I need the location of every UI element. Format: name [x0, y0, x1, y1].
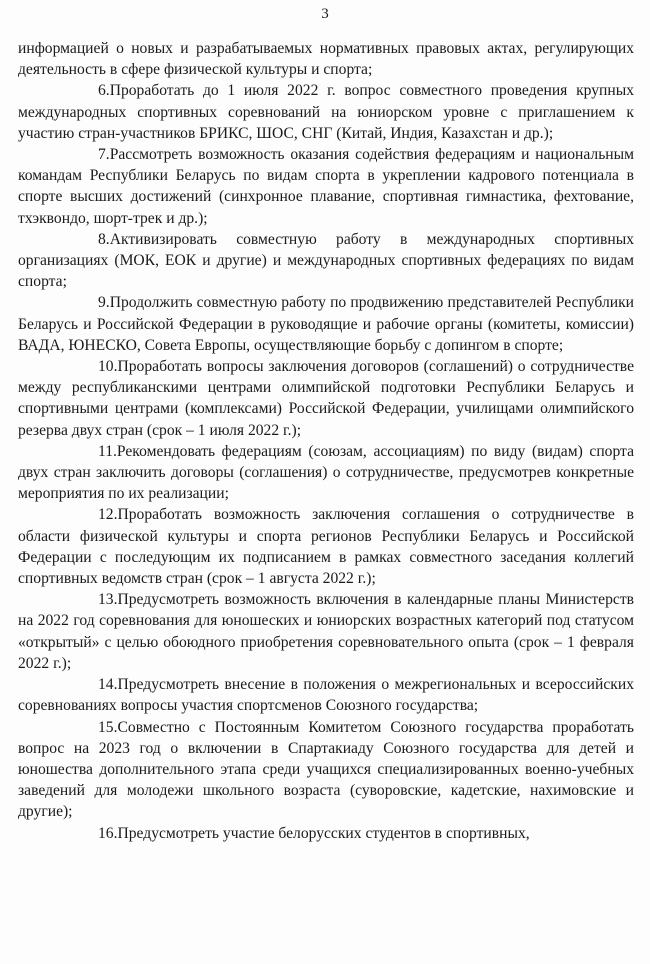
list-item [18, 717, 634, 823]
item-number: 15. [98, 718, 118, 736]
continuation-paragraph: информацией о новых и разрабатываемых нормативных правовых актах, регулирующих деятельность в сфере физической культуры и спорта; [18, 40, 634, 79]
item-text: Предусмотреть внесение в положения о межрегиональных и всероссийских соревнованиях вопросы участия спортсменов Союзного государства; [18, 676, 634, 715]
item-text: Продолжить совместную работу по продвижению представителей Республики Беларусь и Российской Федерации в руководящие и рабочие органы (комитеты, комиссии) ВАДА, ЮНЕСКО, Совета Европы, осуществляющие борьбу с допингом в спорте; [18, 294, 634, 354]
item-text: Предусмотреть участие белорусских студентов в спортивных, [117, 824, 530, 842]
list-item [18, 504, 634, 589]
page-number: 3 [321, 6, 329, 22]
list-item [18, 292, 634, 356]
item-number: 7. [98, 146, 110, 164]
item-number: 12. [98, 506, 118, 524]
item-number: 16. [98, 824, 118, 842]
item-number: 9. [98, 294, 110, 312]
list-item [18, 356, 634, 441]
list-item [18, 441, 634, 505]
item-text: Проработать вопросы заключения договоров (соглашений) о сотрудничестве между республиканскими центрами олимпийской подготовки Республики Беларусь и спортивными центрами (комплексами) Российской Федерации, училищами олимпийского резерва двух стран (срок – 1 июля 2022 г.); [18, 358, 634, 439]
item-text: Рассмотреть возможность оказания содействия федерациям и национальным командам Республики Беларусь по видам спорта в укреплении кадрового потенциала в спорте высших достижений (синхронное плавание, спортивная гимнастика, фехтование, тхэквондо, шорт-трек и др.); [18, 146, 634, 227]
item-number: 6. [98, 82, 110, 100]
item-text: Проработать возможность заключения соглашения о сотрудничестве в области физической культуры и спорта регионов Республики Беларусь и Российской Федерации с последующим их подписанием в рамках совместного заседания коллегий спортивных ведомств стран (срок – 1 августа 2022 г.); [18, 506, 634, 588]
list-item [18, 674, 634, 716]
item-number: 13. [98, 591, 118, 609]
list-item [18, 823, 634, 844]
item-text: Предусмотреть возможность включения в календарные планы Министерств на 2022 год соревнования для юношеских и юниорских возрастных категорий под статусом «открытый» с целью обоюдного приобретения соревновательного опыта (срок – 1 февраля 2022 г.); [18, 591, 634, 672]
list-item [18, 229, 634, 293]
item-text: Совместно с Постоянным Комитетом Союзного государства проработать вопрос на 2023 год о включении в Спартакиаду Союзного государства для детей и юношества дополнительного этапа среди учащихся специализированных военно-учебных заведений для молодежи школьного возраста (суворовские, кадетские, нахимовские и другие); [18, 718, 634, 821]
list-item [18, 80, 634, 144]
list-item [18, 144, 634, 229]
list-item [18, 589, 634, 674]
item-text: Активизировать совместную работу в международных спортивных организациях (МОК, ЕОК и другие) и международных спортивных федерациях по видам спорта; [18, 230, 634, 291]
item-number: 10. [98, 358, 118, 376]
item-text: Проработать до 1 июля 2022 г. вопрос совместного проведения крупных международных спортивных соревнований на юниорском уровне с приглашением к участию стран-участников БРИКС, ШОС, СНГ (Китай, Индия, Казахстан и др.); [18, 82, 634, 142]
document-body [18, 38, 634, 844]
item-number: 14. [98, 676, 118, 694]
item-text: Рекомендовать федерациям (союзам, ассоциациям) по виду (видам) спорта двух стран заключить договоры (соглашения) о сотрудничестве, предусмотрев конкретные мероприятия по их реализации; [18, 442, 634, 503]
item-number: 11. [98, 442, 117, 460]
item-number: 8. [98, 230, 110, 248]
